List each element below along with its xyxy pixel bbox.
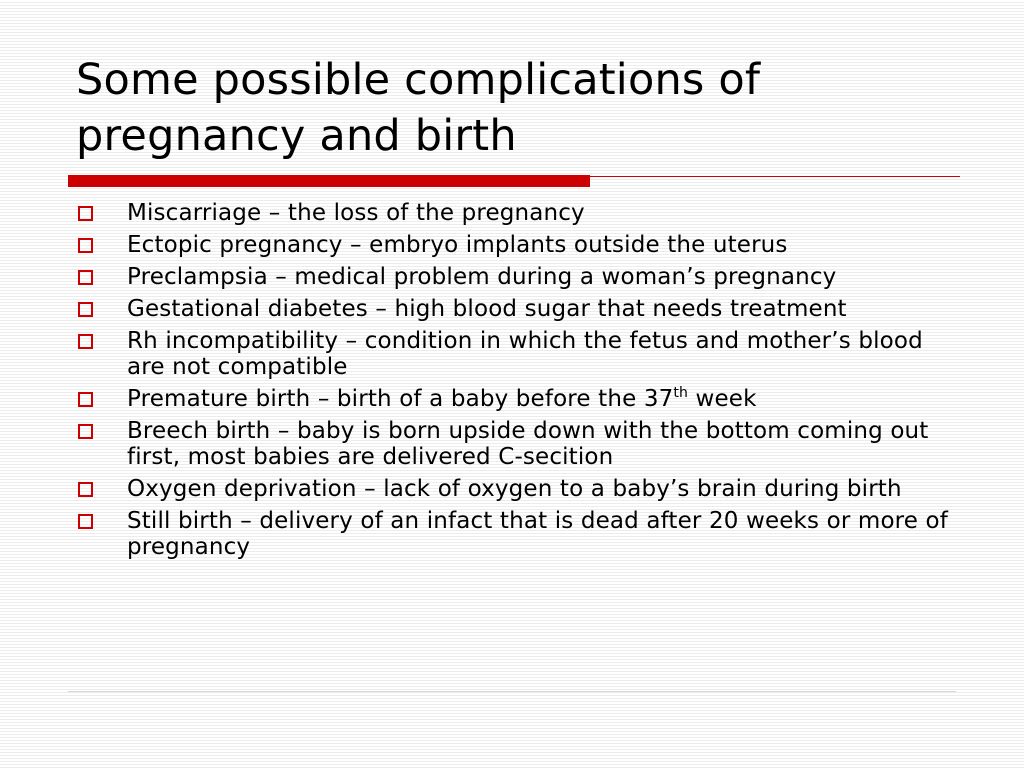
bullet-text	[127, 386, 757, 412]
square-bullet-icon	[78, 238, 93, 253]
footer-divider	[68, 691, 956, 692]
bullet-item-gestational-diabetes	[76, 296, 956, 322]
bullet-list	[76, 200, 956, 566]
bullet-text-tail: week	[688, 386, 757, 412]
square-bullet-icon	[78, 206, 93, 221]
bullet-text-main: Premature birth – birth of a baby before the 37	[127, 386, 674, 412]
square-bullet-icon	[78, 302, 93, 317]
square-bullet-icon	[78, 270, 93, 285]
bullet-text: Breech birth – baby is born upside down with the bottom coming out first, most babies are delivered C-secition	[127, 418, 929, 470]
bullet-item-breech-birth	[76, 418, 956, 470]
bullet-item-preclampsia	[76, 264, 956, 290]
bullet-item-miscarriage	[76, 200, 956, 226]
bullet-item-oxygen-deprivation	[76, 476, 956, 502]
bullet-item-rh-incompatibility	[76, 328, 956, 380]
square-bullet-icon	[78, 334, 93, 349]
bullet-text: Gestational diabetes – high blood sugar that needs treatment	[127, 296, 847, 322]
slide-title: Some possible complications of pregnancy and birth	[76, 55, 761, 161]
bullet-text: Preclampsia – medical problem during a woman’s pregnancy	[127, 264, 837, 290]
bullet-text: Oxygen deprivation – lack of oxygen to a baby’s brain during birth	[127, 476, 902, 502]
title-underline-accent	[68, 175, 590, 187]
bullet-text: Rh incompatibility – condition in which the fetus and mother’s blood are not compatible	[127, 328, 923, 380]
bullet-text: Miscarriage – the loss of the pregnancy	[127, 200, 585, 226]
bullet-text: Still birth – delivery of an infact that is dead after 20 weeks or more of pregnancy	[127, 508, 949, 560]
square-bullet-icon	[78, 482, 93, 497]
bullet-text: Ectopic pregnancy – embryo implants outside the uterus	[127, 232, 788, 258]
bullet-item-ectopic-pregnancy	[76, 232, 956, 258]
square-bullet-icon	[78, 424, 93, 439]
square-bullet-icon	[78, 392, 93, 407]
ordinal-superscript: th	[673, 385, 689, 401]
bullet-item-still-birth	[76, 508, 956, 560]
bullet-item-premature-birth	[76, 386, 956, 412]
square-bullet-icon	[78, 514, 93, 529]
